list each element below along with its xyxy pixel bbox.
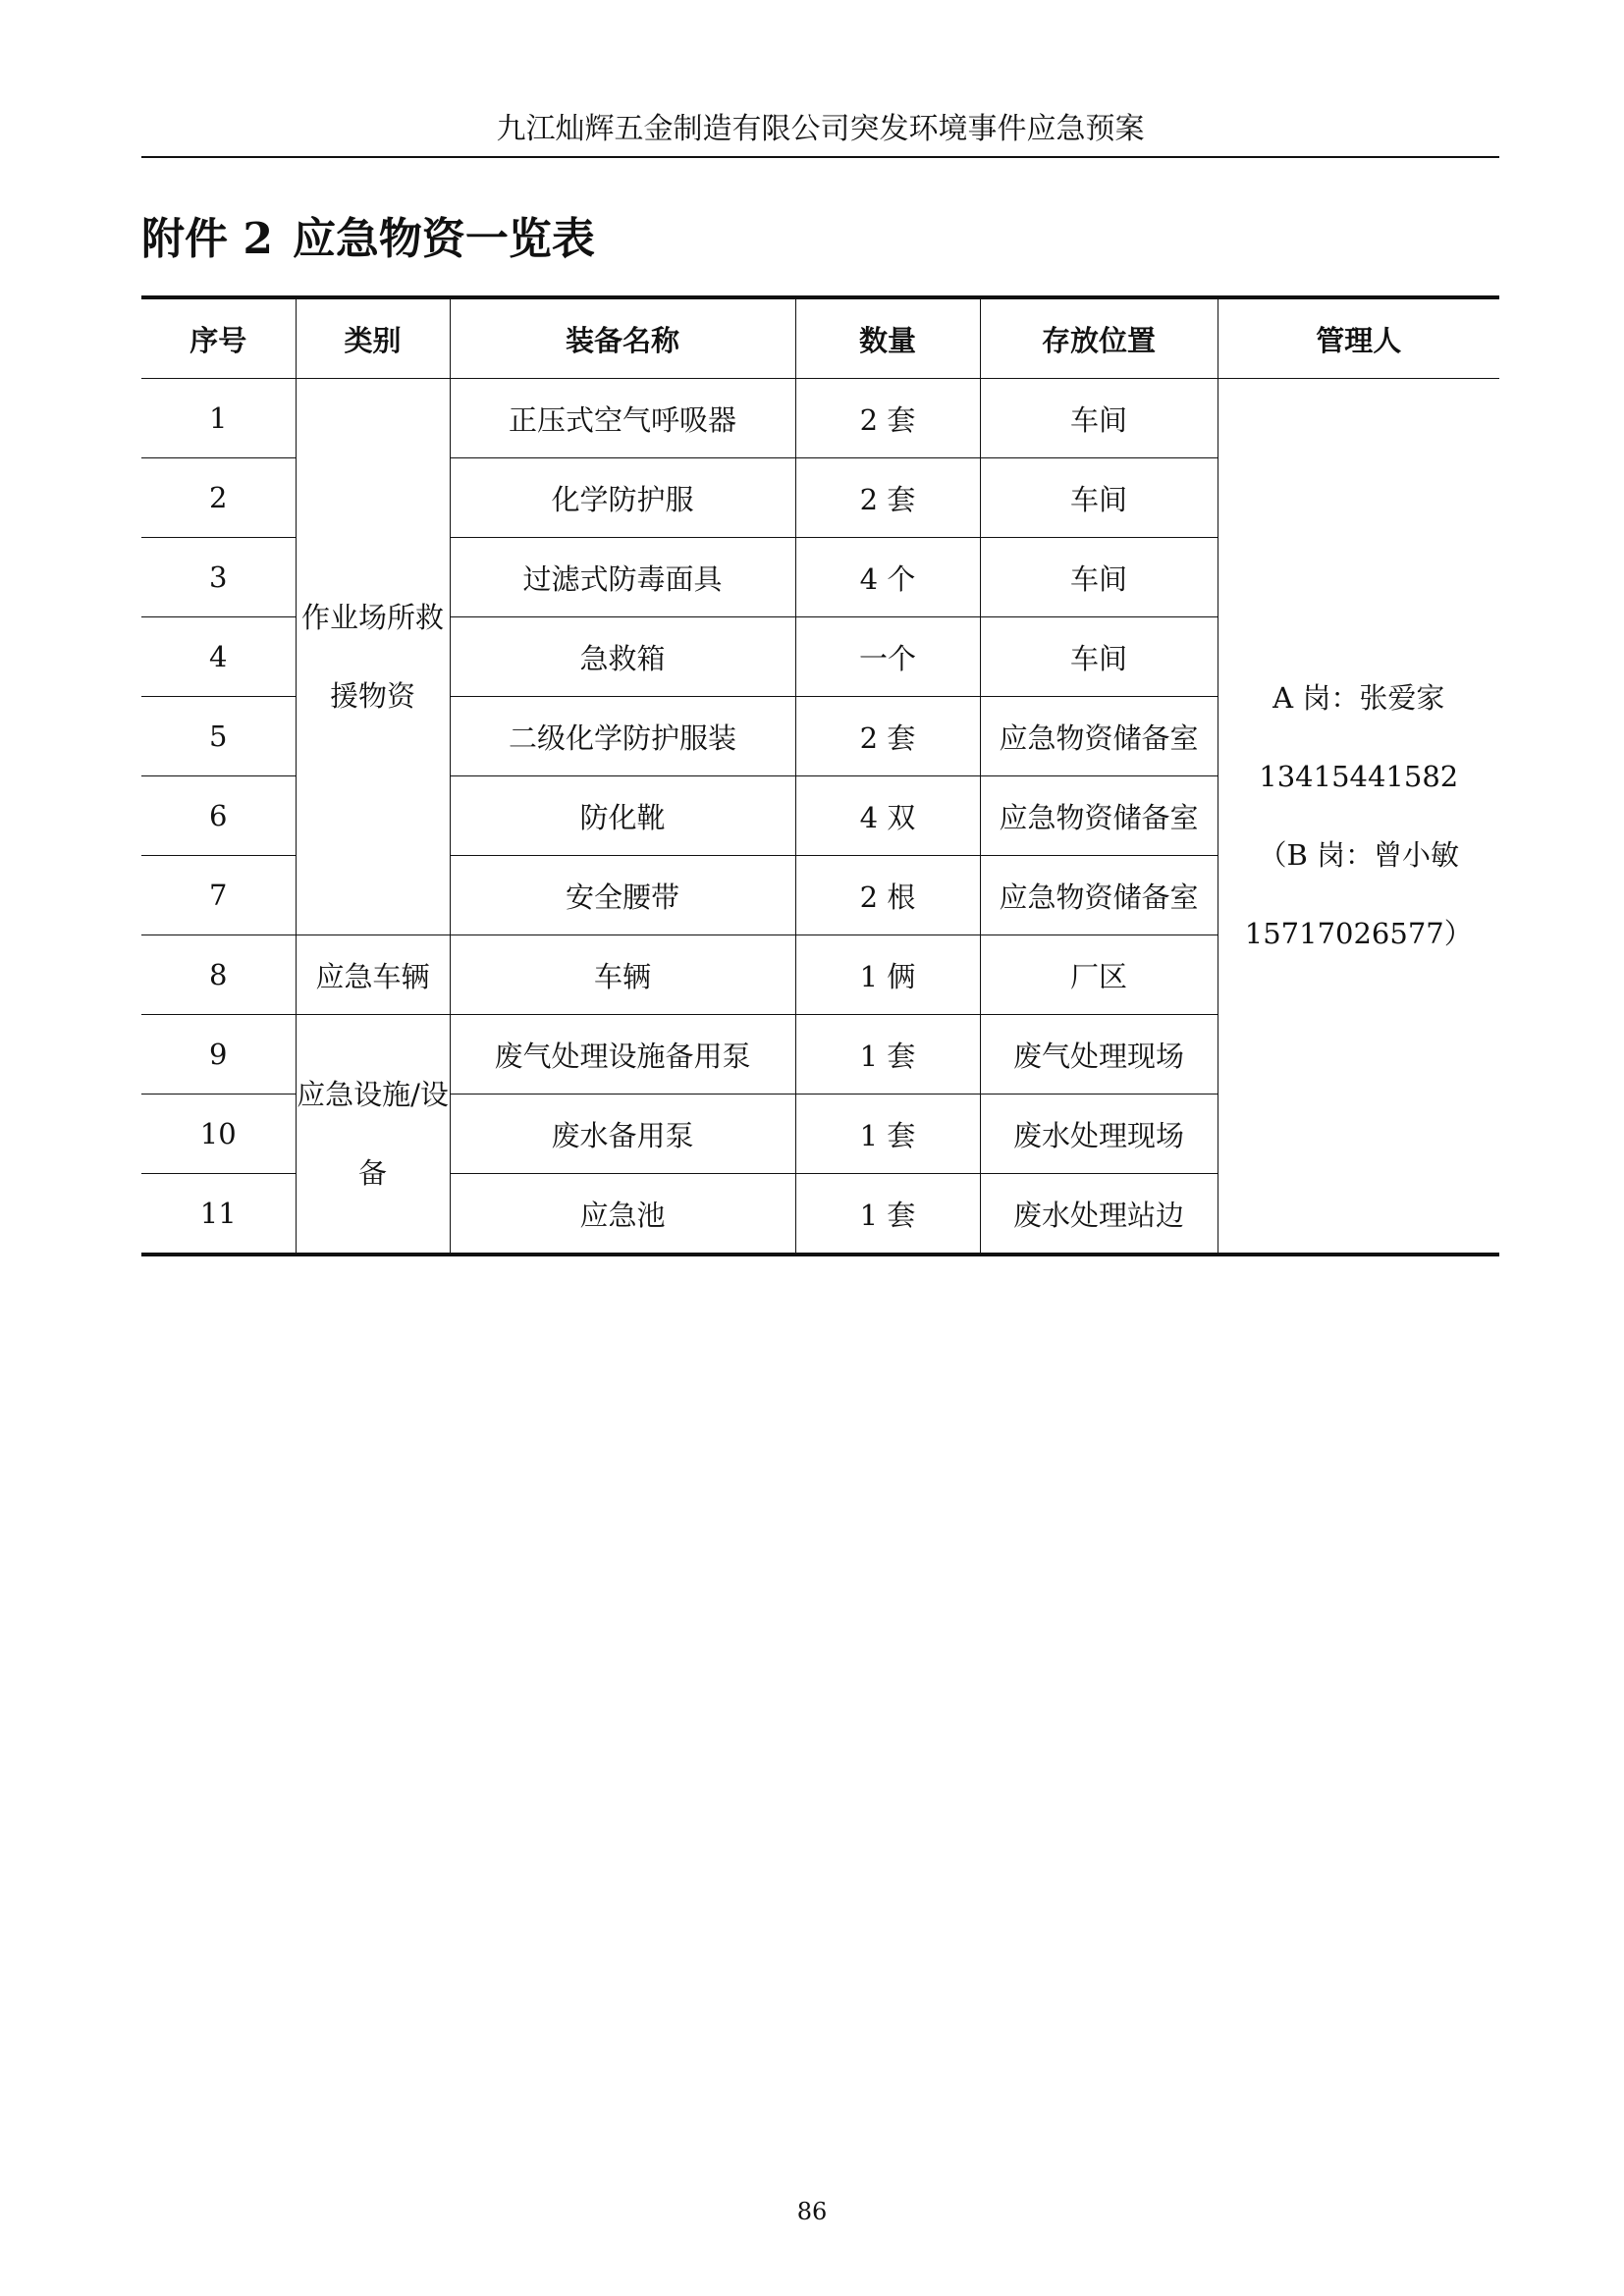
row-number: 3 <box>141 538 296 617</box>
storage-location: 废水处理站边 <box>980 1174 1218 1255</box>
quantity: 4 双 <box>795 776 980 856</box>
column-header-equipment-name: 装备名称 <box>450 297 795 379</box>
equipment-name: 过滤式防毒面具 <box>450 538 795 617</box>
row-number: 4 <box>141 617 296 697</box>
equipment-name: 化学防护服 <box>450 458 795 538</box>
equipment-name: 急救箱 <box>450 617 795 697</box>
quantity: 2 套 <box>795 379 980 458</box>
quantity: 一个 <box>795 617 980 697</box>
equipment-name: 废水备用泵 <box>450 1095 795 1174</box>
column-header-location: 存放位置 <box>980 297 1218 379</box>
storage-location: 废气处理现场 <box>980 1015 1218 1095</box>
row-number: 2 <box>141 458 296 538</box>
equipment-name: 废气处理设施备用泵 <box>450 1015 795 1095</box>
category-line: 备 <box>357 1156 387 1190</box>
column-header-manager: 管理人 <box>1218 297 1499 379</box>
column-header-quantity: 数量 <box>795 297 980 379</box>
storage-location: 应急物资储备室 <box>980 697 1218 776</box>
quantity: 1 套 <box>795 1095 980 1174</box>
equipment-name: 安全腰带 <box>450 856 795 935</box>
storage-location: 应急物资储备室 <box>980 856 1218 935</box>
equipment-name: 二级化学防护服装 <box>450 697 795 776</box>
quantity: 1 套 <box>795 1015 980 1095</box>
manager-line: A 岗：张爱家 <box>1272 681 1445 715</box>
row-number: 9 <box>141 1015 296 1095</box>
storage-location: 厂区 <box>980 935 1218 1015</box>
column-header-category: 类别 <box>296 297 450 379</box>
quantity: 2 套 <box>795 458 980 538</box>
table-row <box>141 379 1499 458</box>
category-cell <box>296 379 450 935</box>
quantity: 4 个 <box>795 538 980 617</box>
category-line: 作业场所救 <box>300 601 444 634</box>
quantity: 2 套 <box>795 697 980 776</box>
heading-title: 应急物资一览表 <box>292 214 595 264</box>
row-number: 7 <box>141 856 296 935</box>
header-rule <box>141 156 1499 158</box>
manager-line: 13415441582 <box>1259 760 1459 793</box>
storage-location: 车间 <box>980 538 1218 617</box>
emergency-supplies-table <box>141 295 1499 1256</box>
category-cell: 应急车辆 <box>296 935 450 1015</box>
manager-line: （B 岗：曾小敏 <box>1258 838 1460 872</box>
manager-line: 15717026577） <box>1244 917 1473 950</box>
quantity: 1 俩 <box>795 935 980 1015</box>
category-line: 援物资 <box>329 679 415 713</box>
heading-prefix: 附件 2 <box>141 214 273 264</box>
equipment-name: 防化靴 <box>450 776 795 856</box>
page-number: 86 <box>796 2198 828 2225</box>
row-number: 1 <box>141 379 296 458</box>
quantity: 2 根 <box>795 856 980 935</box>
manager-cell <box>1218 379 1499 1255</box>
quantity: 1 套 <box>795 1174 980 1255</box>
storage-location: 车间 <box>980 458 1218 538</box>
category-cell <box>296 1015 450 1255</box>
row-number: 5 <box>141 697 296 776</box>
equipment-name: 车辆 <box>450 935 795 1015</box>
storage-location: 废水处理现场 <box>980 1095 1218 1174</box>
equipment-name: 正压式空气呼吸器 <box>450 379 795 458</box>
storage-location: 应急物资储备室 <box>980 776 1218 856</box>
column-header-no: 序号 <box>141 297 296 379</box>
page-heading <box>141 210 595 269</box>
table-header-row <box>141 297 1499 379</box>
category-line: 应急设施/设 <box>297 1078 449 1111</box>
equipment-name: 应急池 <box>450 1174 795 1255</box>
row-number: 6 <box>141 776 296 856</box>
storage-location: 车间 <box>980 617 1218 697</box>
row-number: 8 <box>141 935 296 1015</box>
row-number: 11 <box>141 1174 296 1255</box>
row-number: 10 <box>141 1095 296 1174</box>
document-header-title: 九江灿辉五金制造有限公司突发环境事件应急预案 <box>496 112 1145 146</box>
storage-location: 车间 <box>980 379 1218 458</box>
